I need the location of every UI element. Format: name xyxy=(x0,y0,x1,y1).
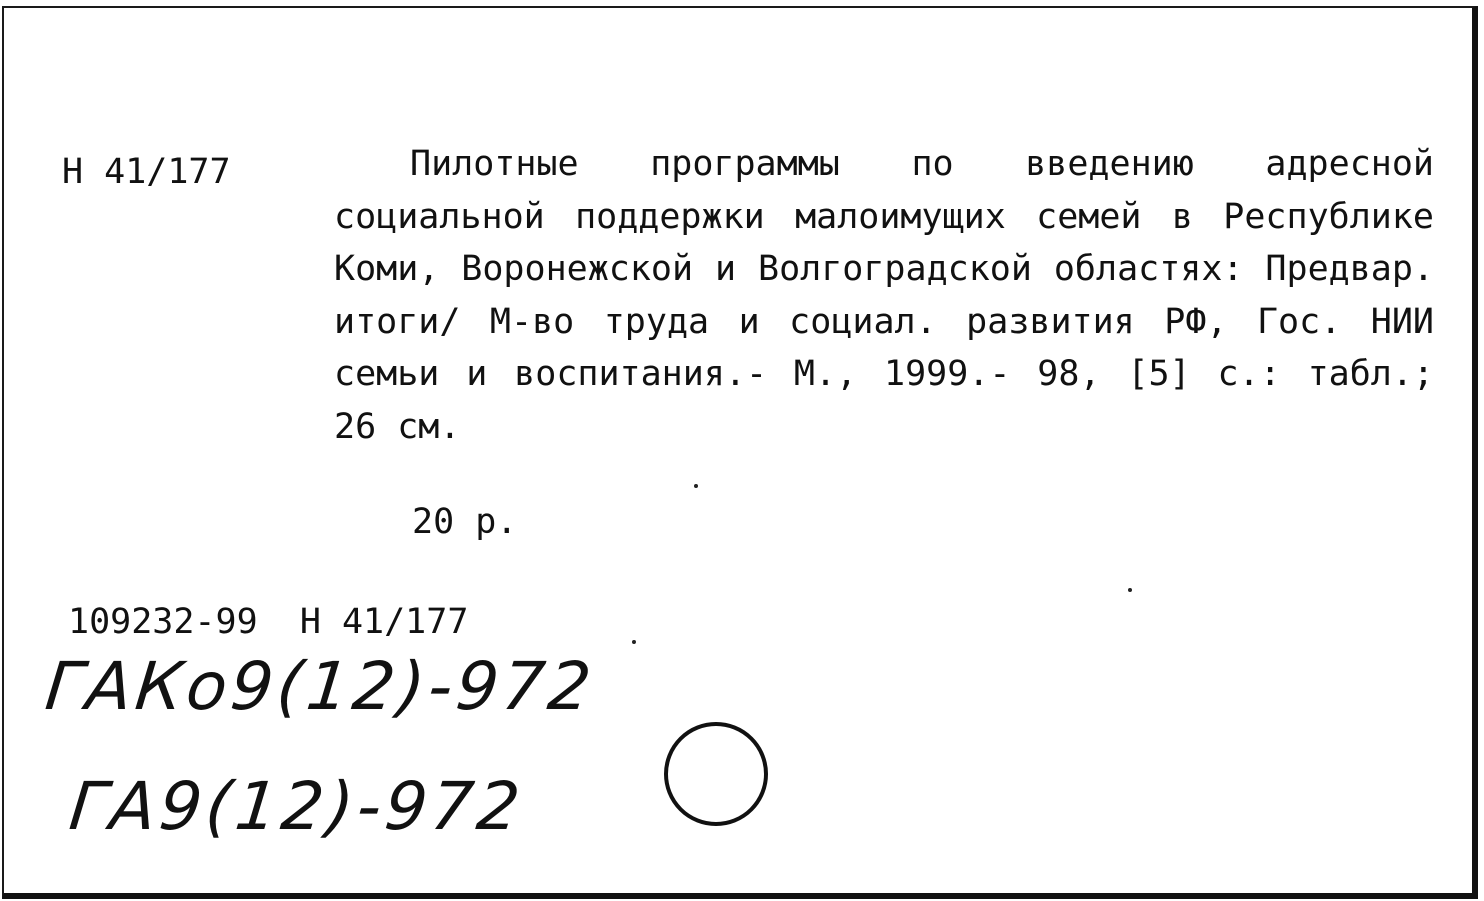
inventory-number: 109232-99 xyxy=(68,602,258,642)
inventory-line xyxy=(68,596,468,648)
punch-hole-icon xyxy=(664,722,768,826)
handwritten-note-2: ГА9(12)-972 xyxy=(65,768,528,845)
bibliographic-description: Пилотные программы по введению адресной социальной поддержки малоимущих семей в Республике Коми, Воронежской и Волгоградской областях: Предвар. итоги/ М-во труда и социал. развития РФ, Гос. НИИ семьи и воспитания.- М., 1999.- 98, [5] с.: табл.; 26 см. xyxy=(334,144,1434,447)
scan-speck xyxy=(632,640,636,644)
price: 20 р. xyxy=(412,502,518,542)
handwritten-note-1: ГАКо9(12)-972 xyxy=(41,648,599,725)
scan-speck xyxy=(1128,588,1132,592)
scan-speck xyxy=(694,484,698,488)
shelf-mark: Н 41/177 xyxy=(62,152,231,192)
shelf-mark-repeat: Н 41/177 xyxy=(299,602,469,642)
catalog-card xyxy=(2,6,1478,899)
